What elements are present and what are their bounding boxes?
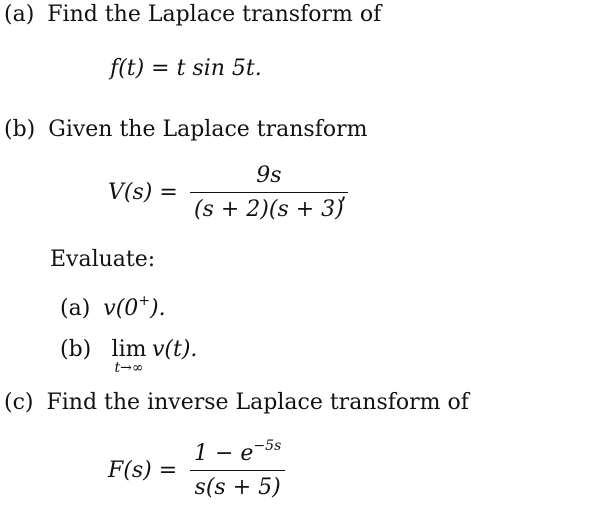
part-b-text: Given the Laplace transform	[48, 117, 368, 142]
limit-operator	[104, 337, 154, 362]
part-c-lhs: F(s) =	[108, 458, 178, 483]
part-c-label: (c)	[4, 390, 34, 415]
sub-item-b	[60, 337, 91, 362]
part-a-heading	[4, 2, 381, 27]
part-a-label: (a)	[4, 2, 35, 27]
limit-subscript: t→∞	[114, 360, 144, 376]
part-c-heading	[4, 390, 469, 415]
sub-item-b-expr: v(t).	[152, 337, 198, 362]
evaluate-label: Evaluate:	[50, 247, 156, 272]
part-c-denominator: s(s + 5)	[194, 475, 281, 501]
sub-item-b-label: (b)	[60, 337, 92, 362]
part-b-label: (b)	[4, 117, 36, 142]
sub-item-a-expr: v(0+).	[103, 293, 166, 321]
part-a-equation: f(t) = t sin 5t.	[110, 56, 262, 81]
limit-lim: lim	[111, 337, 147, 362]
part-b-heading	[4, 117, 368, 142]
sub-item-a-label: (a)	[60, 296, 91, 321]
part-c-fraction	[190, 438, 285, 500]
sub-item-a	[60, 293, 166, 321]
part-b-numerator: 9s	[256, 163, 282, 188]
part-c-numerator: $1 - e^{-5s}$	[194, 438, 282, 466]
part-c-text: Find the inverse Laplace transform of	[46, 390, 469, 415]
part-b-denominator: (s + 2)(s + 3)	[194, 197, 344, 223]
part-a-text: Find the Laplace transform of	[47, 2, 382, 27]
part-b-lhs: V(s) =	[108, 180, 178, 205]
part-b-trailing-comma: ,	[340, 180, 347, 205]
part-b-fraction	[190, 163, 348, 222]
